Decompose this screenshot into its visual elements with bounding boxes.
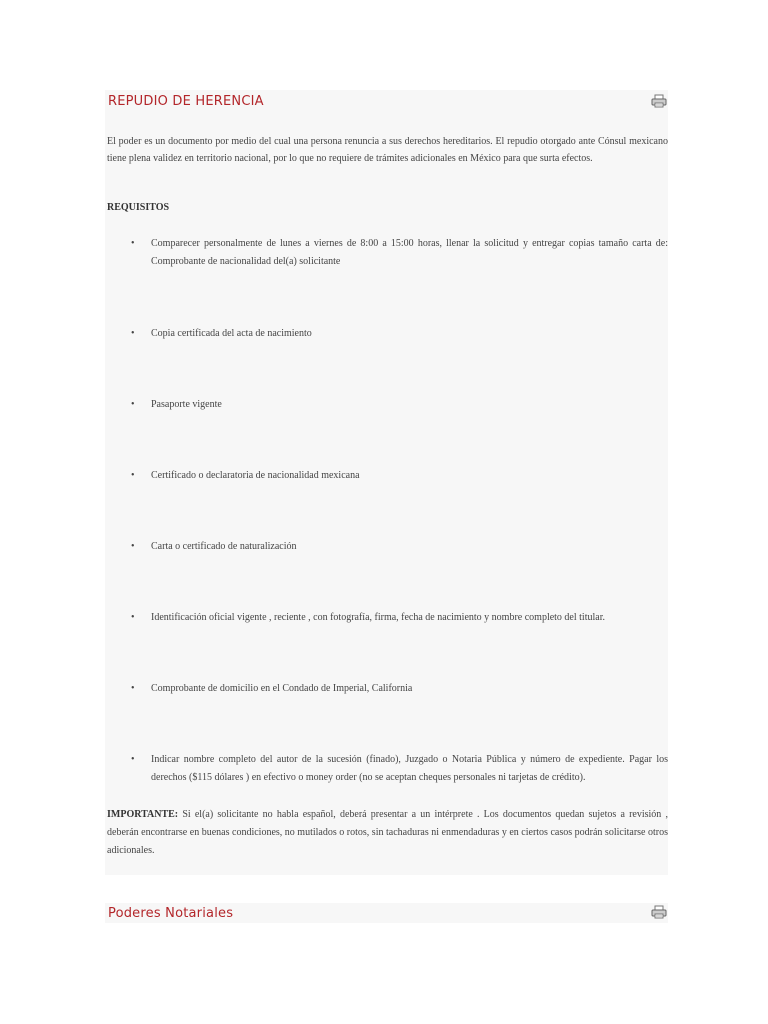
- printer-icon[interactable]: [651, 94, 667, 108]
- bullet-icon: •: [131, 328, 135, 339]
- section-title: REPUDIO DE HERENCIA: [108, 94, 264, 109]
- bullet-icon: •: [131, 541, 135, 552]
- intro-paragraph: El poder es un documento por medio del cual una persona renuncia a sus derechos hereditarios. El repudio otorgado ante Cónsul mexicano tiene plena validez en territorio nacional, por lo que no requiere de trámites adicionales en México para que surta efectos.: [107, 136, 668, 164]
- bullet-icon: •: [131, 470, 135, 481]
- important-note: [107, 806, 668, 860]
- requirements-heading: REQUISITOS: [107, 202, 170, 213]
- list-item: • Carta o certificado de naturalización: [151, 538, 668, 556]
- bullet-icon: •: [131, 683, 135, 694]
- list-item: • Copia certificada del acta de nacimiento: [151, 325, 668, 343]
- bullet-icon: •: [131, 238, 135, 249]
- section-title[interactable]: Poderes Notariales: [108, 906, 234, 921]
- section-poderes-notariales: [105, 903, 668, 923]
- important-text: Si el(a) solicitante no habla español, deberá presentar a un intérprete . Los documentos quedan sujetos a revisión , deberán encontrarse en buenas condiciones, no mutilados o rotos, sin tachaduras ni enmendaduras y en ciertos casos podrán solicitarse otros adicionales.: [107, 809, 668, 856]
- list-item: • Comprobante de domicilio en el Condado de Imperial, California: [151, 680, 668, 698]
- bullet-icon: •: [131, 754, 135, 765]
- list-item: • Comparecer personalmente de lunes a viernes de 8:00 a 15:00 horas, llenar la solicitud y entregar copias tamaño carta de: Comprobante de nacionalidad del(a) solicitante: [151, 235, 668, 271]
- list-item: • Pasaporte vigente: [151, 396, 668, 414]
- bullet-icon: •: [131, 399, 135, 410]
- section-repudio-herencia: [105, 90, 668, 875]
- printer-icon[interactable]: [651, 905, 667, 919]
- list-item: • Indicar nombre completo del autor de la sucesión (finado), Juzgado o Notaria Pública y número de expediente. Pagar los derechos ($115 dólares ) en efectivo o money order (no se aceptan cheques personales ni tarjetas de crédito).: [151, 751, 668, 787]
- bullet-icon: •: [131, 612, 135, 623]
- important-label: IMPORTANTE:: [107, 809, 179, 820]
- list-item: • Identificación oficial vigente , reciente , con fotografía, firma, fecha de nacimiento y nombre completo del titular.: [151, 609, 668, 627]
- list-item: • Certificado o declaratoria de nacionalidad mexicana: [151, 467, 668, 485]
